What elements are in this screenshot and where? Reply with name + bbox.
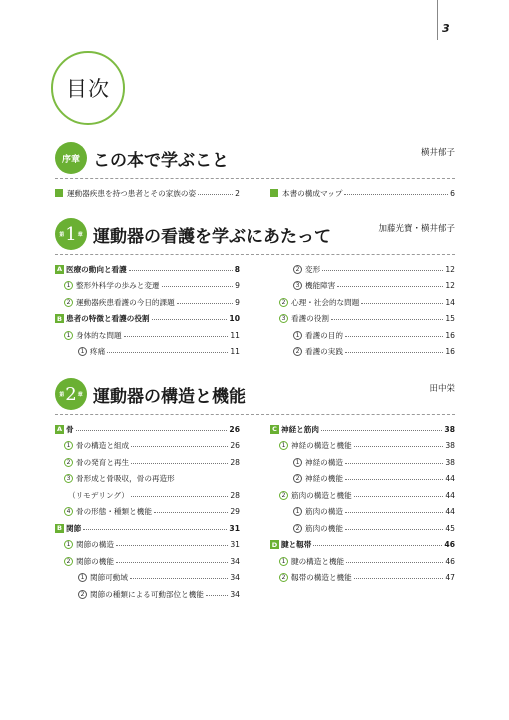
entry-page: 28 — [230, 457, 240, 467]
entry-page: 26 — [230, 441, 240, 451]
entry-page: 8 — [234, 264, 240, 274]
entry-label: 機能障害 — [305, 281, 336, 291]
circled-number-icon: 1 — [293, 331, 302, 340]
entry-page: 28 — [230, 490, 240, 500]
dot-leader — [345, 463, 443, 464]
chapter-1-badge: 第 1 章 — [55, 218, 87, 250]
entry-label: 神経の機能 — [305, 474, 343, 484]
circled-number-icon: 1 — [64, 540, 73, 549]
toc-entry[interactable] — [55, 537, 240, 554]
circled-number-icon: 1 — [78, 573, 87, 582]
entry-page: 16 — [445, 330, 455, 340]
entry-page: 34 — [230, 556, 240, 566]
toc-section-entry[interactable] — [55, 311, 240, 328]
toc-entry[interactable]: 運動器疾患を持つ患者とその家族の姿 2 — [55, 185, 240, 202]
chapter-1-left-column — [55, 261, 240, 360]
section-letter-badge: A — [56, 425, 63, 434]
dot-leader — [116, 545, 228, 546]
entry-page: 38 — [445, 457, 455, 467]
dot-leader — [83, 529, 227, 530]
page-header-rule — [437, 0, 438, 40]
entry-page: 11 — [230, 347, 240, 357]
chapter-2-left-column — [55, 421, 240, 603]
entry-label: 関節可動域 — [90, 573, 128, 583]
entry-page: 38 — [444, 424, 455, 434]
toc-entry[interactable] — [270, 471, 455, 488]
dot-leader — [337, 286, 443, 287]
toc-entry[interactable] — [55, 454, 240, 471]
chapter-intro-badge: 序章 — [55, 142, 87, 174]
entry-label: 腱の構造と機能 — [291, 556, 345, 566]
dot-leader — [321, 430, 442, 431]
section-letter-badge: B — [55, 314, 64, 323]
dot-leader — [345, 336, 443, 337]
entry-page: 34 — [230, 573, 240, 583]
toc-entry[interactable] — [55, 586, 240, 603]
entry-label: 筋肉の機能 — [305, 523, 343, 533]
toc-entry[interactable] — [270, 311, 455, 328]
entry-label: 骨形成と骨吸収，骨の再造形 — [76, 474, 175, 484]
dot-leader — [346, 562, 443, 563]
dot-leader — [154, 512, 228, 513]
entry-label: 筋肉の構造 — [305, 507, 343, 517]
entry-label: 骨の発育と再生 — [76, 457, 130, 467]
dot-leader — [345, 352, 443, 353]
dot-leader — [331, 319, 443, 320]
entry-label: 変形 — [305, 264, 321, 274]
entry-page: 16 — [445, 347, 455, 357]
chapter-intro-author: 横井郁子 — [420, 148, 455, 158]
dot-leader — [345, 529, 443, 530]
toc-entry[interactable] — [270, 553, 455, 570]
entry-label: 運動器疾患看護の今日的課題 — [76, 297, 175, 307]
chapter-2-author: 田中栄 — [429, 384, 455, 394]
entry-label: 関節の構造 — [76, 540, 114, 550]
dot-leader — [345, 479, 443, 480]
entry-page: 44 — [445, 507, 455, 517]
circled-number-icon: 2 — [78, 590, 87, 599]
section-letter-badge: A — [56, 265, 63, 274]
dot-leader — [129, 270, 233, 271]
circled-number-icon: 1 — [64, 331, 73, 340]
dot-leader — [130, 578, 228, 579]
chapter-1-entries — [55, 261, 455, 360]
dot-leader — [152, 319, 228, 320]
dot-leader — [124, 336, 229, 337]
toc-title: 目次 — [66, 77, 110, 101]
toc-entry[interactable] — [55, 504, 240, 521]
entry-label: （リモデリング） — [68, 490, 129, 500]
entry-label: 神経の構造 — [305, 457, 343, 467]
toc-entry[interactable] — [55, 570, 240, 587]
entry-page: 31 — [229, 523, 240, 533]
circled-number-icon: 2 — [293, 265, 302, 274]
circled-number-icon: 2 — [64, 298, 73, 307]
entry-page: 46 — [445, 556, 455, 566]
entry-page: 15 — [445, 314, 455, 324]
chapter-2-title: 運動器の構造と機能 — [93, 386, 246, 407]
toc-entry[interactable] — [55, 278, 240, 295]
toc-entry[interactable] — [270, 454, 455, 471]
toc-entry[interactable] — [270, 438, 455, 455]
entry-label: 疼痛 — [90, 347, 106, 357]
toc-entry[interactable] — [55, 294, 240, 311]
entry-label: 看護の役割 — [291, 314, 329, 324]
circled-number-icon: 3 — [293, 281, 302, 290]
entry-page: 14 — [445, 297, 455, 307]
section-letter-badge: B — [55, 524, 64, 533]
toc-title-circle — [51, 51, 125, 125]
toc-section-entry[interactable] — [270, 537, 455, 554]
toc-entry[interactable] — [270, 278, 455, 295]
toc-entry[interactable] — [270, 487, 455, 504]
chapter-intro-title: この本で学ぶこと — [93, 150, 229, 171]
dot-leader — [131, 496, 229, 497]
chapter-2-right-column — [270, 421, 455, 603]
entry-page: 45 — [445, 523, 455, 533]
chapter-1-header — [55, 218, 455, 250]
dot-leader — [116, 562, 228, 563]
toc-section-entry[interactable] — [55, 421, 240, 438]
dot-leader — [354, 578, 444, 579]
toc-entry[interactable] — [270, 344, 455, 361]
entry-label: 身体的な問題 — [76, 330, 122, 340]
entry-label: 神経と筋肉 — [281, 424, 319, 434]
chapter-intro-entries — [55, 185, 455, 202]
toc-entry[interactable] — [270, 570, 455, 587]
circled-number-icon: 1 — [78, 347, 87, 356]
entry-page: 31 — [230, 540, 240, 550]
toc-section-entry[interactable] — [270, 421, 455, 438]
entry-label: 医療の動向と看護 — [66, 264, 127, 274]
entry-page: 47 — [445, 573, 455, 583]
toc-entry[interactable] — [270, 327, 455, 344]
chapter-1-author: 加藤光寶・横井郁子 — [378, 224, 455, 234]
entry-bullet-icon — [270, 189, 278, 197]
dot-leader — [162, 286, 234, 287]
toc-entry[interactable] — [55, 553, 240, 570]
dot-leader — [354, 496, 444, 497]
entry-page: 38 — [445, 441, 455, 451]
entry-label: 関節の機能 — [76, 556, 114, 566]
circled-number-icon: 2 — [64, 458, 73, 467]
entry-label: 関節 — [66, 523, 82, 533]
circled-number-icon: 2 — [293, 347, 302, 356]
entry-label: 心理・社会的な問題 — [291, 297, 360, 307]
section-letter-badge: D — [271, 540, 278, 549]
toc-entry[interactable] — [270, 504, 455, 521]
circled-number-icon: 2 — [279, 573, 288, 582]
entry-page: 9 — [235, 281, 240, 291]
dot-leader — [361, 303, 443, 304]
entry-label: 整形外科学の歩みと変遷 — [76, 281, 160, 291]
circled-number-icon: 2 — [64, 557, 73, 566]
toc-entry[interactable] — [270, 261, 455, 278]
entry-page: 2 — [235, 188, 240, 198]
chapter-intro-divider — [55, 178, 455, 179]
entry-label: 骨の構造と組成 — [76, 441, 130, 451]
dot-leader — [206, 595, 228, 596]
dot-leader — [198, 194, 233, 195]
entry-label: 筋肉の構造と機能 — [291, 490, 352, 500]
entry-page: 44 — [445, 474, 455, 484]
circled-number-icon: 4 — [64, 507, 73, 516]
circled-number-icon: 1 — [279, 441, 288, 450]
toc-entry[interactable] — [55, 438, 240, 455]
toc-section-entry[interactable] — [55, 520, 240, 537]
toc-entry[interactable]: 本書の構成マップ 6 — [270, 185, 455, 202]
entry-page: 29 — [230, 507, 240, 517]
toc-entry[interactable] — [55, 471, 240, 488]
entry-label: 骨の形態・種類と機能 — [76, 507, 152, 517]
section-letter-badge: C — [270, 425, 279, 434]
entry-page: 11 — [230, 330, 240, 340]
dot-leader — [177, 303, 233, 304]
entry-page: 10 — [229, 314, 240, 324]
dot-leader — [76, 430, 228, 431]
chapter-2-entries — [55, 421, 455, 603]
dot-leader — [131, 446, 228, 447]
dot-leader — [322, 270, 443, 271]
entry-page: 12 — [445, 281, 455, 291]
circled-number-icon: 3 — [279, 314, 288, 323]
chapter-2-divider — [55, 414, 455, 415]
entry-page: 44 — [445, 490, 455, 500]
chapter-1-title: 運動器の看護を学ぶにあたって — [93, 226, 331, 247]
circled-number-icon: 2 — [293, 474, 302, 483]
chapter-1-divider — [55, 254, 455, 255]
chapter-2-header — [55, 378, 455, 410]
entry-page: 6 — [450, 188, 455, 198]
chapter-intro — [55, 142, 455, 202]
entry-page: 12 — [445, 264, 455, 274]
entry-page: 26 — [229, 424, 240, 434]
circled-number-icon: 1 — [64, 441, 73, 450]
toc-entry[interactable] — [270, 520, 455, 537]
chapter-1-right-column — [270, 261, 455, 360]
chapter-1 — [55, 218, 455, 360]
dot-leader — [344, 194, 448, 195]
circled-number-icon: 2 — [279, 298, 288, 307]
chapter-2 — [55, 378, 455, 603]
toc-entry[interactable] — [55, 327, 240, 344]
entry-page: 34 — [230, 589, 240, 599]
entry-label: 腱と靱帯 — [281, 540, 312, 550]
circled-number-icon: 1 — [293, 458, 302, 467]
circled-number-icon: 1 — [64, 281, 73, 290]
toc-entry[interactable] — [55, 344, 240, 361]
chapter-intro-header — [55, 142, 455, 174]
dot-leader — [354, 446, 444, 447]
entry-label: 靱帯の構造と機能 — [291, 573, 352, 583]
entry-label: 患者の特徴と看護の役割 — [66, 314, 150, 324]
circled-number-icon: 2 — [279, 491, 288, 500]
circled-number-icon: 3 — [64, 474, 73, 483]
toc-entry[interactable] — [270, 294, 455, 311]
chapter-2-badge: 第 2 章 — [55, 378, 87, 410]
page-number: 3 — [442, 22, 450, 35]
entry-label: 看護の目的 — [305, 330, 343, 340]
dot-leader — [107, 352, 228, 353]
entry-label: 関節の種類による可動部位と機能 — [90, 589, 204, 599]
entry-page: 9 — [235, 297, 240, 307]
toc-entry[interactable] — [55, 487, 240, 504]
toc-section-entry[interactable] — [55, 261, 240, 278]
entry-label: 神経の構造と機能 — [291, 441, 352, 451]
entry-page: 46 — [444, 540, 455, 550]
dot-leader — [345, 512, 443, 513]
circled-number-icon: 1 — [279, 557, 288, 566]
entry-label: 看護の実践 — [305, 347, 343, 357]
entry-label: 骨 — [66, 424, 74, 434]
dot-leader — [313, 545, 442, 546]
dot-leader — [131, 463, 228, 464]
entry-bullet-icon — [55, 189, 63, 197]
circled-number-icon: 1 — [293, 507, 302, 516]
circled-number-icon: 2 — [293, 524, 302, 533]
